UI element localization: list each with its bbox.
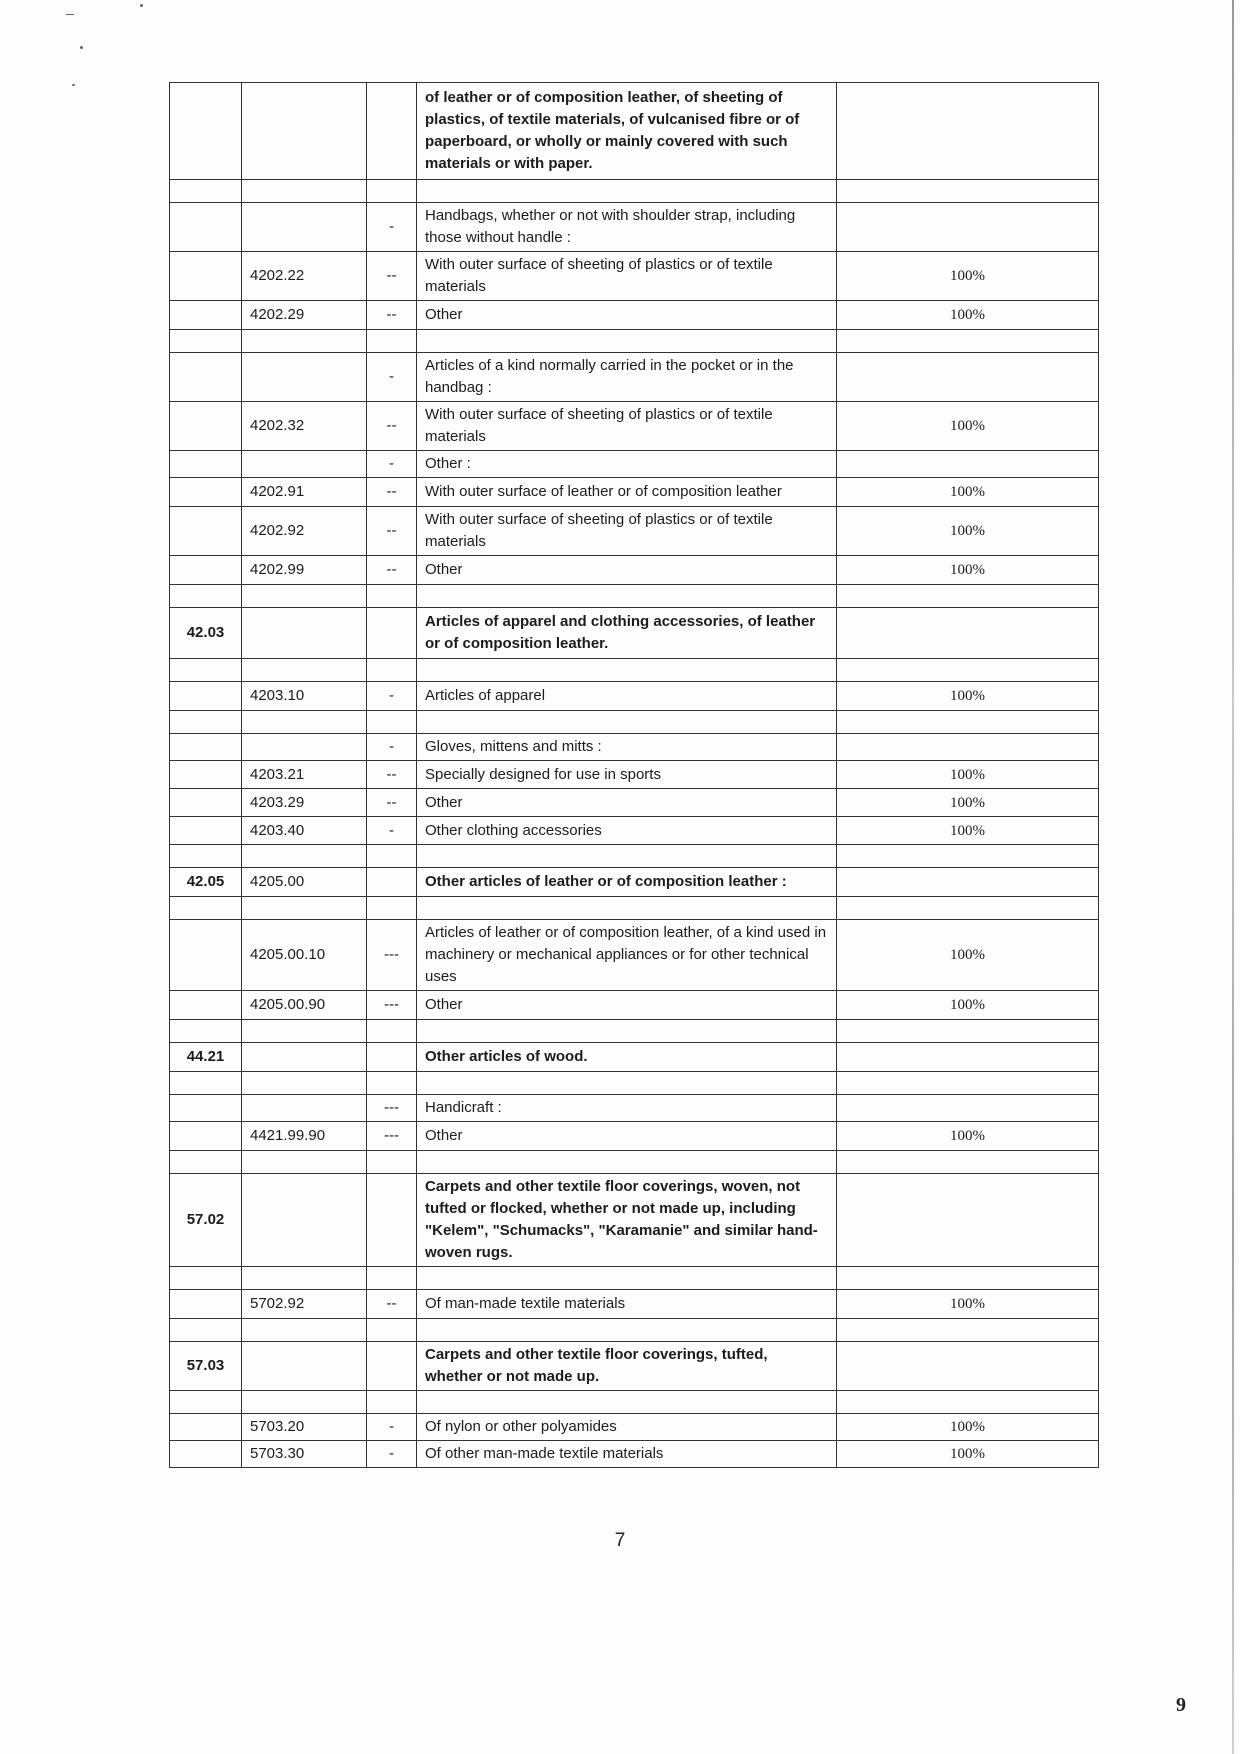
heading-cell xyxy=(170,203,242,252)
description-cell: Of nylon or other polyamides xyxy=(417,1414,837,1441)
dash-cell xyxy=(367,1043,417,1072)
empty-cell xyxy=(367,330,417,353)
spacer-row xyxy=(170,330,1099,353)
code-cell xyxy=(242,203,367,252)
dash-cell: --- xyxy=(367,920,417,991)
empty-cell xyxy=(367,659,417,682)
heading-cell xyxy=(170,451,242,478)
rate-cell: 100% xyxy=(837,478,1099,507)
description-cell: Handbags, whether or not with shoulder strap, including those without handle : xyxy=(417,203,837,252)
spacer-row xyxy=(170,1072,1099,1095)
code-cell: 5703.30 xyxy=(242,1441,367,1468)
description-cell: With outer surface of sheeting of plastics or of textile materials xyxy=(417,402,837,451)
empty-cell xyxy=(837,1391,1099,1414)
empty-cell xyxy=(367,1319,417,1342)
empty-cell xyxy=(837,1151,1099,1174)
spacer-row xyxy=(170,659,1099,682)
code-cell: 4202.29 xyxy=(242,301,367,330)
empty-cell xyxy=(170,585,242,608)
code-cell: 4205.00.10 xyxy=(242,920,367,991)
empty-cell xyxy=(170,1391,242,1414)
rate-cell xyxy=(837,868,1099,897)
heading-cell xyxy=(170,991,242,1020)
spacer-row xyxy=(170,1151,1099,1174)
heading-cell xyxy=(170,682,242,711)
code-cell: 4202.32 xyxy=(242,402,367,451)
code-cell xyxy=(242,1043,367,1072)
dash-cell: --- xyxy=(367,1095,417,1122)
table-row xyxy=(170,1290,1099,1319)
description-cell: Other clothing accessories xyxy=(417,817,837,845)
description-cell: Other articles of wood. xyxy=(417,1043,837,1072)
table-row xyxy=(170,608,1099,659)
empty-cell xyxy=(367,180,417,203)
code-cell xyxy=(242,353,367,402)
dash-cell: -- xyxy=(367,556,417,585)
empty-cell xyxy=(170,1151,242,1174)
heading-cell: 42.03 xyxy=(170,608,242,659)
table-row xyxy=(170,789,1099,817)
tariff-table xyxy=(169,82,1099,1468)
description-cell: Other xyxy=(417,301,837,330)
dash-cell: --- xyxy=(367,991,417,1020)
heading-cell xyxy=(170,252,242,301)
table-row xyxy=(170,353,1099,402)
empty-cell xyxy=(417,711,837,734)
table-row xyxy=(170,1174,1099,1267)
heading-cell: 57.03 xyxy=(170,1342,242,1391)
empty-cell xyxy=(242,897,367,920)
empty-cell xyxy=(417,180,837,203)
code-cell xyxy=(242,1342,367,1391)
empty-cell xyxy=(367,897,417,920)
dash-cell: -- xyxy=(367,789,417,817)
spacer-row xyxy=(170,711,1099,734)
table-row xyxy=(170,817,1099,845)
dash-cell: --- xyxy=(367,1122,417,1151)
description-cell: Other xyxy=(417,991,837,1020)
dash-cell xyxy=(367,868,417,897)
empty-cell xyxy=(837,897,1099,920)
empty-cell xyxy=(242,711,367,734)
empty-cell xyxy=(417,845,837,868)
code-cell: 4203.21 xyxy=(242,761,367,789)
empty-cell xyxy=(367,585,417,608)
empty-cell xyxy=(242,1391,367,1414)
rate-cell xyxy=(837,451,1099,478)
table-row xyxy=(170,478,1099,507)
description-cell: With outer surface of leather or of composition leather xyxy=(417,478,837,507)
empty-cell xyxy=(837,1020,1099,1043)
description-cell: Handicraft : xyxy=(417,1095,837,1122)
dash-cell xyxy=(367,608,417,659)
rate-cell: 100% xyxy=(837,252,1099,301)
table-row xyxy=(170,868,1099,897)
description-cell: With outer surface of sheeting of plastics or of textile materials xyxy=(417,507,837,556)
code-cell: 4205.00 xyxy=(242,868,367,897)
description-cell: With outer surface of sheeting of plastics or of textile materials xyxy=(417,252,837,301)
empty-cell xyxy=(367,1267,417,1290)
rate-cell: 100% xyxy=(837,991,1099,1020)
scan-speck xyxy=(140,4,143,7)
rate-cell: 100% xyxy=(837,1290,1099,1319)
spacer-row xyxy=(170,585,1099,608)
code-cell xyxy=(242,83,367,180)
table-row xyxy=(170,1414,1099,1441)
description-cell: Articles of apparel xyxy=(417,682,837,711)
empty-cell xyxy=(242,1020,367,1043)
description-cell: Other articles of leather or of composition leather : xyxy=(417,868,837,897)
spacer-row xyxy=(170,897,1099,920)
table-row xyxy=(170,402,1099,451)
code-cell: 4202.22 xyxy=(242,252,367,301)
rate-cell: 100% xyxy=(837,920,1099,991)
empty-cell xyxy=(837,330,1099,353)
empty-cell xyxy=(170,180,242,203)
rate-cell: 100% xyxy=(837,1441,1099,1468)
empty-cell xyxy=(837,585,1099,608)
empty-cell xyxy=(242,585,367,608)
rate-cell xyxy=(837,83,1099,180)
empty-cell xyxy=(417,1072,837,1095)
scan-speck xyxy=(72,84,75,86)
heading-cell xyxy=(170,1095,242,1122)
spacer-row xyxy=(170,1391,1099,1414)
rate-cell: 100% xyxy=(837,761,1099,789)
empty-cell xyxy=(170,1072,242,1095)
page-number: 7 xyxy=(614,1530,626,1551)
table-row xyxy=(170,920,1099,991)
empty-cell xyxy=(837,711,1099,734)
empty-cell xyxy=(242,1267,367,1290)
code-cell: 5703.20 xyxy=(242,1414,367,1441)
dash-cell: - xyxy=(367,353,417,402)
empty-cell xyxy=(242,659,367,682)
empty-cell xyxy=(367,1020,417,1043)
dash-cell: -- xyxy=(367,507,417,556)
spacer-row xyxy=(170,180,1099,203)
heading-cell xyxy=(170,353,242,402)
code-cell: 4205.00.90 xyxy=(242,991,367,1020)
table-row xyxy=(170,451,1099,478)
empty-cell xyxy=(242,1072,367,1095)
dash-cell xyxy=(367,1342,417,1391)
dash-cell: - xyxy=(367,451,417,478)
rate-cell: 100% xyxy=(837,1122,1099,1151)
dash-cell: - xyxy=(367,203,417,252)
code-cell: 4203.10 xyxy=(242,682,367,711)
empty-cell xyxy=(170,1267,242,1290)
spacer-row xyxy=(170,1319,1099,1342)
empty-cell xyxy=(242,180,367,203)
rate-cell xyxy=(837,1043,1099,1072)
empty-cell xyxy=(417,330,837,353)
description-cell: Articles of a kind normally carried in the pocket or in the handbag : xyxy=(417,353,837,402)
empty-cell xyxy=(170,1020,242,1043)
empty-cell xyxy=(837,1072,1099,1095)
description-cell: Articles of apparel and clothing accessories, of leather or of composition leather. xyxy=(417,608,837,659)
empty-cell xyxy=(417,659,837,682)
table-row xyxy=(170,761,1099,789)
description-cell: Of other man-made textile materials xyxy=(417,1441,837,1468)
table-row xyxy=(170,1122,1099,1151)
empty-cell xyxy=(170,897,242,920)
table-row xyxy=(170,507,1099,556)
rate-cell: 100% xyxy=(837,817,1099,845)
description-cell: Gloves, mittens and mitts : xyxy=(417,734,837,761)
heading-cell xyxy=(170,83,242,180)
heading-cell xyxy=(170,761,242,789)
empty-cell xyxy=(417,897,837,920)
empty-cell xyxy=(242,1151,367,1174)
empty-cell xyxy=(837,845,1099,868)
heading-cell xyxy=(170,301,242,330)
empty-cell xyxy=(417,1267,837,1290)
heading-cell xyxy=(170,556,242,585)
code-cell: 4202.91 xyxy=(242,478,367,507)
dash-cell: -- xyxy=(367,301,417,330)
table-row xyxy=(170,83,1099,180)
description-cell: of leather or of composition leather, of sheeting of plastics, of textile materials, of vulcanised fibre or of paperboard, or wholly or mainly covered with such materials or with paper. xyxy=(417,83,837,180)
dash-cell: - xyxy=(367,734,417,761)
code-cell: 4202.99 xyxy=(242,556,367,585)
empty-cell xyxy=(367,1391,417,1414)
table-row xyxy=(170,734,1099,761)
heading-cell xyxy=(170,1441,242,1468)
empty-cell xyxy=(417,585,837,608)
heading-cell xyxy=(170,817,242,845)
table-row xyxy=(170,991,1099,1020)
heading-cell xyxy=(170,789,242,817)
empty-cell xyxy=(242,845,367,868)
empty-cell xyxy=(170,845,242,868)
empty-cell xyxy=(837,1319,1099,1342)
heading-cell xyxy=(170,402,242,451)
rate-cell: 100% xyxy=(837,789,1099,817)
table-row xyxy=(170,252,1099,301)
description-cell: Carpets and other textile floor coverings, woven, not tufted or flocked, whether or not made up, including "Kelem", "Schumacks", "Karamanie" and similar hand-woven rugs. xyxy=(417,1174,837,1267)
code-cell xyxy=(242,451,367,478)
heading-cell xyxy=(170,1290,242,1319)
empty-cell xyxy=(837,1267,1099,1290)
rate-cell xyxy=(837,1174,1099,1267)
empty-cell xyxy=(367,1151,417,1174)
heading-cell xyxy=(170,478,242,507)
heading-cell xyxy=(170,507,242,556)
dash-cell: -- xyxy=(367,761,417,789)
code-cell xyxy=(242,1174,367,1267)
heading-cell: 44.21 xyxy=(170,1043,242,1072)
rate-cell: 100% xyxy=(837,507,1099,556)
code-cell xyxy=(242,1095,367,1122)
code-cell: 4203.40 xyxy=(242,817,367,845)
scan-speck xyxy=(80,46,83,49)
empty-cell xyxy=(367,845,417,868)
rate-cell: 100% xyxy=(837,301,1099,330)
spacer-row xyxy=(170,1020,1099,1043)
rate-cell xyxy=(837,353,1099,402)
code-cell: 4203.29 xyxy=(242,789,367,817)
description-cell: Other xyxy=(417,1122,837,1151)
table-row xyxy=(170,203,1099,252)
empty-cell xyxy=(417,1319,837,1342)
tariff-table-body xyxy=(170,83,1099,1468)
spacer-row xyxy=(170,1267,1099,1290)
code-cell: 5702.92 xyxy=(242,1290,367,1319)
rate-cell: 100% xyxy=(837,556,1099,585)
dash-cell: - xyxy=(367,817,417,845)
empty-cell xyxy=(170,1319,242,1342)
description-cell: Other xyxy=(417,556,837,585)
table-row xyxy=(170,1095,1099,1122)
code-cell: 4421.99.90 xyxy=(242,1122,367,1151)
empty-cell xyxy=(242,1319,367,1342)
rate-cell xyxy=(837,1095,1099,1122)
dash-cell: -- xyxy=(367,478,417,507)
table-row xyxy=(170,1441,1099,1468)
table-row xyxy=(170,682,1099,711)
rate-cell xyxy=(837,203,1099,252)
spacer-row xyxy=(170,845,1099,868)
table-row xyxy=(170,556,1099,585)
description-cell: Other xyxy=(417,789,837,817)
empty-cell xyxy=(170,330,242,353)
table-row xyxy=(170,1342,1099,1391)
dash-cell: - xyxy=(367,1414,417,1441)
rate-cell xyxy=(837,734,1099,761)
empty-cell xyxy=(367,1072,417,1095)
empty-cell xyxy=(242,330,367,353)
dash-cell: - xyxy=(367,682,417,711)
description-cell: Specially designed for use in sports xyxy=(417,761,837,789)
table-row xyxy=(170,301,1099,330)
code-cell xyxy=(242,734,367,761)
rate-cell: 100% xyxy=(837,402,1099,451)
rate-cell xyxy=(837,608,1099,659)
table-row xyxy=(170,1043,1099,1072)
dash-cell xyxy=(367,83,417,180)
description-cell: Of man-made textile materials xyxy=(417,1290,837,1319)
scan-edge xyxy=(1232,0,1234,1754)
heading-cell xyxy=(170,1414,242,1441)
dash-cell xyxy=(367,1174,417,1267)
dash-cell: -- xyxy=(367,252,417,301)
dash-cell: -- xyxy=(367,1290,417,1319)
description-cell: Articles of leather or of composition leather, of a kind used in machinery or mechanical appliances or for other technical uses xyxy=(417,920,837,991)
heading-cell: 42.05 xyxy=(170,868,242,897)
heading-cell xyxy=(170,734,242,761)
code-cell xyxy=(242,608,367,659)
description-cell: Other : xyxy=(417,451,837,478)
description-cell: Carpets and other textile floor coverings, tufted, whether or not made up. xyxy=(417,1342,837,1391)
scan-speck xyxy=(66,14,74,15)
empty-cell xyxy=(837,659,1099,682)
empty-cell xyxy=(417,1151,837,1174)
empty-cell xyxy=(367,711,417,734)
rate-cell xyxy=(837,1342,1099,1391)
heading-cell: 57.02 xyxy=(170,1174,242,1267)
heading-cell xyxy=(170,920,242,991)
empty-cell xyxy=(417,1020,837,1043)
code-cell: 4202.92 xyxy=(242,507,367,556)
dash-cell: -- xyxy=(367,402,417,451)
heading-cell xyxy=(170,1122,242,1151)
empty-cell xyxy=(837,180,1099,203)
rate-cell: 100% xyxy=(837,1414,1099,1441)
corner-mark: 9 xyxy=(1176,1694,1186,1716)
empty-cell xyxy=(417,1391,837,1414)
dash-cell: - xyxy=(367,1441,417,1468)
empty-cell xyxy=(170,711,242,734)
rate-cell: 100% xyxy=(837,682,1099,711)
empty-cell xyxy=(170,659,242,682)
